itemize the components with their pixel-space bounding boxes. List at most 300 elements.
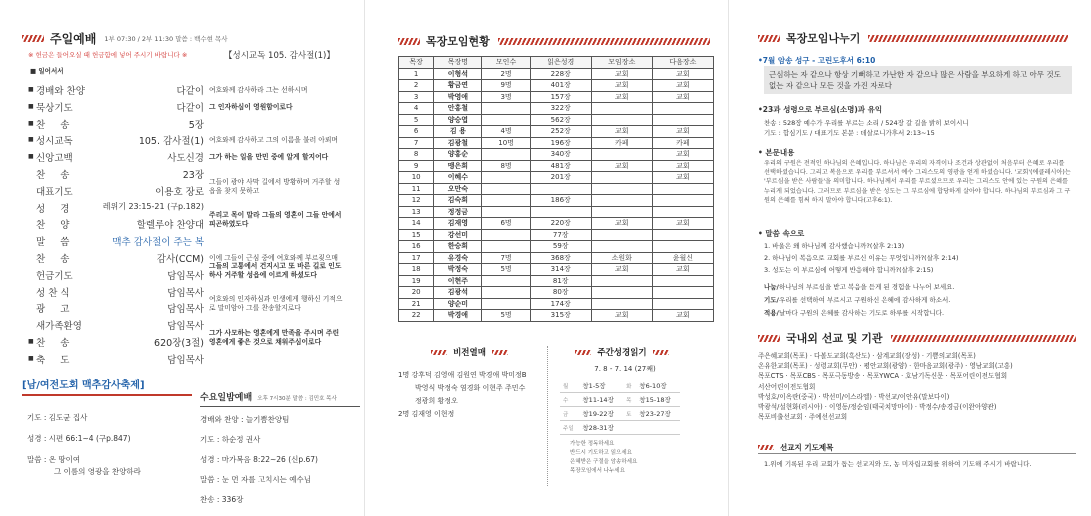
table-cell: 안홍철: [434, 103, 482, 115]
table-row: [399, 287, 714, 299]
table-cell: 5: [399, 114, 434, 126]
wednesday-line: 말씀 : 눈 먼 자를 고치시는 예수님: [200, 475, 312, 484]
table-header-cell: 모임장소: [591, 57, 652, 69]
psalm-theme: 【성시교독 105. 감사절(1)】: [224, 51, 335, 61]
table-row: [399, 160, 714, 172]
bible-day: 수: [560, 393, 579, 407]
table-cell: 81장: [530, 275, 591, 287]
sharing-header: [758, 30, 1068, 46]
bible-chapters: 창28-31장: [579, 421, 623, 435]
order-value: 사도신경: [167, 153, 204, 165]
order-value: 다같이: [176, 102, 204, 114]
psalm-line: 그 인자하심이 영원함이로다: [209, 102, 293, 111]
wednesday-line: 경배와 찬양 : 늘기쁨찬양팀: [200, 415, 290, 424]
order-label: 경배와 찬양: [36, 86, 85, 97]
bible-row: [560, 379, 680, 393]
table-cell: 김재영: [434, 218, 482, 230]
worship-page: [0, 0, 362, 516]
group-page: [370, 0, 725, 516]
bible-box: [560, 346, 690, 476]
wednesday-line: 기도 : 하순정 권사: [200, 435, 261, 444]
table-cell: 교회: [652, 310, 713, 322]
table-row: [399, 275, 714, 287]
bullet-icon: ■: [28, 119, 34, 127]
order-value: 620장(3절): [154, 338, 204, 349]
group-header: [398, 33, 710, 49]
bible-range: 7. 8 - 7. 14 (27째): [594, 365, 656, 373]
table-row: [399, 252, 714, 264]
table-cell: 강선미: [434, 229, 482, 241]
table-cell: 12: [399, 195, 434, 207]
wednesday-sub: 오후 7시30분 말씀 : 김민호 목사: [257, 396, 337, 402]
mission-line: 온유한교회(목포) · 성령교회(무안) · 평안교회(광양) · 한마음교회(광주) · 영남교회(고흥): [758, 362, 1013, 371]
table-cell: [482, 287, 530, 299]
question-line: 3. 성도는 이 부르심에 어떻게 반응해야 합니까?(살후 2:15): [764, 266, 934, 274]
table-cell: 김광철: [434, 137, 482, 149]
table-cell: 3: [399, 91, 434, 103]
table-cell: 6: [399, 126, 434, 138]
table-cell: [482, 172, 530, 184]
psalm-line: 여호와의 인자하심과 인생에게 행하신 기적으로 말미암아 그를 찬송할지로다: [209, 295, 343, 313]
table-row: [399, 241, 714, 253]
table-cell: 박영애: [434, 91, 482, 103]
table-row: [399, 310, 714, 322]
wednesday-box: [200, 385, 360, 505]
bible-note: 반드시 기도하고 읽으세요: [570, 450, 632, 456]
order-label: 찬 송: [36, 254, 70, 265]
vision-line: 박영식 박정숙 염경화 이현주 주민수: [415, 384, 526, 392]
table-row: [399, 298, 714, 310]
table-row: [399, 91, 714, 103]
mission-line: 주은혜교회(목포) · 다볼도교회(흑산도) · 삼계교회(장성) · 기쁨의교회(목포): [758, 352, 976, 360]
table-cell: 2명: [482, 68, 530, 80]
table-cell: 교회: [652, 172, 713, 184]
table-cell: 교회: [591, 68, 652, 80]
table-cell: 322장: [530, 103, 591, 115]
mission-line: 목포CTS · 목포CBS · 목포극동방송 · 목포YWCA · 호남기독신문 · 목포어린이전도협회: [758, 372, 1008, 381]
table-cell: 368장: [530, 252, 591, 264]
festival-box: [22, 376, 192, 477]
order-value: 다같이: [176, 86, 204, 97]
application-key: 나눔/: [764, 283, 779, 291]
table-cell: 315장: [530, 310, 591, 322]
table-cell: 교회: [591, 264, 652, 276]
table-cell: [482, 195, 530, 207]
psalm-annotations: [0, 83, 362, 369]
table-row: [399, 195, 714, 207]
order-label: 신앙고백: [36, 153, 73, 165]
order-label: 성 경: [36, 203, 70, 215]
table-cell: 교회: [652, 68, 713, 80]
festival-title: [남/여전도회 맥추감사축제]: [22, 376, 192, 396]
table-cell: [652, 183, 713, 195]
table-cell: 8: [399, 149, 434, 161]
festival-line: 말씀 : 온 땅이여: [27, 455, 81, 464]
table-cell: 윤월신: [652, 252, 713, 264]
table-header-cell: 목장명: [434, 57, 482, 69]
missions-title: 국내외 선교 및 기관: [786, 332, 883, 345]
table-cell: 201장: [530, 172, 591, 184]
table-row: [399, 114, 714, 126]
table-cell: 박경애: [434, 310, 482, 322]
table-row: [399, 68, 714, 80]
table-cell: [482, 149, 530, 161]
wednesday-line: 성경 : 마가복음 8:22~26 (신p.67): [200, 455, 318, 464]
bullet-icon: ■: [28, 136, 34, 144]
table-cell: 오만숙: [434, 183, 482, 195]
order-value: 레위기 23:15-21 (구p.182): [102, 201, 204, 211]
bible-note: 목장모임에서 나누세요: [570, 468, 625, 474]
bible-day: 토: [623, 407, 636, 421]
bullet-icon: ■: [28, 86, 34, 93]
table-cell: 22: [399, 310, 434, 322]
table-cell: 9: [399, 160, 434, 172]
table-cell: 340장: [530, 149, 591, 161]
order-value: 담임목사: [167, 354, 204, 366]
table-cell: 10: [399, 172, 434, 184]
table-cell: [482, 275, 530, 287]
table-cell: [591, 114, 652, 126]
bible-day: 화: [623, 379, 636, 393]
table-cell: [591, 287, 652, 299]
table-cell: [652, 206, 713, 218]
table-cell: 4명: [482, 126, 530, 138]
table-cell: 4: [399, 103, 434, 115]
table-cell: 교회: [591, 160, 652, 172]
application-text: 날마다 구원의 은혜를 감사하는 기도로 하루를 시작합니다.: [778, 309, 945, 317]
table-cell: [482, 229, 530, 241]
table-cell: 59장: [530, 241, 591, 253]
fold-line: [364, 0, 365, 516]
table-cell: [530, 183, 591, 195]
worship-title: 주일예배: [50, 32, 97, 46]
table-row: [399, 229, 714, 241]
vision-line: 정광희 황정오: [415, 397, 458, 405]
table-cell: 교회: [591, 80, 652, 92]
worship-times: 1부 07:30 / 2부 11:30 말씀 : 백수현 목사: [104, 35, 228, 43]
table-cell: 황금연: [434, 80, 482, 92]
order-label: 말 씀: [36, 237, 70, 249]
table-cell: [591, 275, 652, 287]
vision-box: [398, 346, 548, 486]
order-value: 담임목사: [167, 321, 204, 333]
order-value: 담임목사: [167, 270, 204, 282]
table-cell: 401장: [530, 80, 591, 92]
table-cell: [482, 183, 530, 195]
table-cell: 6명: [482, 218, 530, 230]
bible-row: [560, 393, 680, 407]
psalm-line: 그들이 광야 사막 길에서 방황하며 거주할 성읍을 찾지 못하고: [209, 177, 341, 195]
table-cell: 교회: [652, 126, 713, 138]
table-cell: [591, 229, 652, 241]
order-label: 찬 송: [36, 170, 70, 181]
order-value: 담임목사: [167, 287, 204, 299]
table-cell: [652, 275, 713, 287]
vision-line: 1명 강후덕 김영애 김원연 박경애 박미정B: [398, 371, 527, 379]
table-row: [399, 218, 714, 230]
table-cell: [591, 206, 652, 218]
wednesday-line: 찬송 : 336장: [200, 495, 244, 504]
group-table-header: [399, 57, 714, 69]
table-cell: 양순미: [434, 298, 482, 310]
lesson-heading: •23과 성령으로 부르심(소명)과 유익: [758, 105, 883, 114]
bullet-icon: ■: [28, 354, 34, 362]
mission-line: 목포비출선교회 · 주예선선교회: [758, 413, 848, 422]
mission-line: 박광석/설현화(러시아) · 이영동/정순임(태국치망마이) · 박정수/송경금(이완아양관): [758, 403, 997, 412]
table-cell: 18: [399, 264, 434, 276]
table-cell: 14: [399, 218, 434, 230]
lesson-line: 기도 : 합심기도 / 대표기도 본문 : 데살로니가후서 2:13~15: [764, 129, 935, 137]
table-cell: [482, 241, 530, 253]
table-cell: 교회: [591, 218, 652, 230]
hatch-line: [868, 35, 1068, 42]
order-label: 성시교독: [36, 136, 73, 148]
festival-line: 그 이름의 영광을 찬양하라: [54, 467, 141, 476]
hatch-mark: [22, 35, 44, 42]
memory-verse: 근심하는 자 같으나 항상 기뻐하고 가난한 자 같으나 많은 사람을 부요하게 하고 아무 것도 없는 자 같으나 모든 것을 가진 자로다: [764, 66, 1072, 94]
bible-chapters: 창15-18장: [636, 393, 680, 407]
bible-day: 금: [560, 407, 579, 421]
mission-line: 박성호/이옥란(중국) · 박선미/이스라엘) · 박선교/이안유(말보다이): [758, 392, 950, 401]
table-cell: 7: [399, 137, 434, 149]
table-cell: 11: [399, 183, 434, 195]
table-cell: 186장: [530, 195, 591, 207]
order-value: 맥추 감사절이 주는 복: [112, 237, 204, 249]
missions-list: [758, 351, 1076, 422]
application-item: [764, 295, 1074, 304]
table-cell: 맹은희: [434, 160, 482, 172]
order-value: 이용호 장로: [155, 186, 204, 198]
order-value: 5장: [188, 119, 204, 131]
table-cell: [591, 298, 652, 310]
table-header-cell: 목장: [399, 57, 434, 69]
table-row: [399, 183, 714, 195]
bullet-icon: ■: [30, 67, 39, 75]
bible-note: 가능한 정독하세요: [570, 441, 615, 447]
prayer-text: 1.위에 기록된 우리 교회가 돕는 선교지와 도, 농 미자립교회를 위하여 기도해 주시기 바랍니다.: [764, 460, 1032, 468]
table-cell: 교회: [591, 91, 652, 103]
prayer-divider: [758, 453, 1076, 454]
application-text: 하나님의 부르심을 받고 복음을 듣게 된 경험을 나누어 보세요.: [778, 283, 955, 291]
psalm-line: 그들의 고통에서 건지시고 또 바른 길로 인도하사 거주할 성읍에 이르게 하셨도다: [209, 261, 342, 279]
bible-chapters: 창19-22장: [579, 407, 623, 421]
psalm-line: 주리고 목이 말라 그들의 영혼이 그들 안에서 피곤하였도다: [209, 211, 342, 229]
table-header-cell: 다음장소: [652, 57, 713, 69]
table-cell: 17: [399, 252, 434, 264]
table-cell: 80장: [530, 287, 591, 299]
body-heading: • 본문내용: [758, 148, 795, 157]
vision-line: 2명 김재영 이현정: [398, 410, 455, 418]
table-cell: 481장: [530, 160, 591, 172]
table-cell: 9명: [482, 80, 530, 92]
table-cell: 157장: [530, 91, 591, 103]
table-cell: 13: [399, 206, 434, 218]
vision-title: 비전열매: [453, 348, 486, 358]
order-label: 새가족환영: [36, 321, 82, 333]
table-row: [399, 80, 714, 92]
table-cell: [652, 287, 713, 299]
table-cell: [482, 298, 530, 310]
bible-chapters: [636, 421, 680, 435]
table-cell: [591, 103, 652, 115]
table-cell: 한승희: [434, 241, 482, 253]
table-cell: 양홍순: [434, 149, 482, 161]
table-cell: 김광석: [434, 287, 482, 299]
table-cell: [482, 103, 530, 115]
order-value: 담임목사: [167, 304, 204, 316]
table-cell: 562장: [530, 114, 591, 126]
table-header-cell: 읽은성경: [530, 57, 591, 69]
hatch-line: [498, 38, 710, 45]
sharing-page: [736, 0, 1091, 516]
body-paragraph: 우리의 구원은 전적인 하나님의 은혜입니다. 하나님은 우리의 자격이나 조건과 상관없이 처음부터 은혜로 우리를 선택하셨습니다. 그리고 복음으로 우리를 부르셔서 예수 그리스도의 영광을 얻게 하셨습니다. '교회'(에클레시아)는 '부르심을 받은 사람들'을 의미합니다. 하나님께서 우리를 부르셨으므로 우리는 그리스도 안에 있는 구원의 은혜를 누리게 되었습니다. 그러므로 부르심을 받은 성도는 그 부르심에 합당하게 살아야 합니다. 하나님의 부르심과 그 구원의 은혜를 힘써 하지 말아야 합니다(고후6:1).: [764, 160, 1071, 204]
table-cell: 교회: [652, 91, 713, 103]
table-row: [399, 206, 714, 218]
order-value: 105. 감사절(1): [138, 136, 204, 148]
bible-title: 주간성경읽기: [597, 348, 647, 358]
table-cell: [530, 206, 591, 218]
bible-days-table: [560, 379, 680, 435]
table-row: [399, 264, 714, 276]
table-header-cell: 모인수: [482, 57, 530, 69]
table-row: [399, 149, 714, 161]
hatch-mark: [653, 350, 669, 355]
bullet-icon: ■: [28, 338, 34, 345]
missions-header: [758, 330, 1076, 346]
psalm-line: 이에 그들이 근심 중에 여호와께 부르짖으매: [209, 254, 338, 262]
order-label: 축 도: [36, 354, 70, 366]
bible-day: 주일: [560, 421, 579, 435]
worship-header: [22, 30, 352, 47]
table-cell: [591, 183, 652, 195]
table-cell: [652, 114, 713, 126]
table-cell: 김숙희: [434, 195, 482, 207]
table-cell: 1: [399, 68, 434, 80]
festival-line: 기도 : 김도균 집사: [27, 413, 88, 422]
bible-notes: [570, 440, 690, 476]
table-cell: [591, 149, 652, 161]
order-value: 23장: [182, 170, 204, 181]
question-line: 2. 하나님이 복음으로 교회를 부르신 이유는 무엇입니까?(살후 2:14): [764, 254, 959, 262]
wednesday-title: 수요일밤예배: [200, 393, 253, 403]
hatch-mark: [492, 350, 508, 355]
bible-row: [560, 407, 680, 421]
bible-note: 은혜받은 구절을 암송하세요: [570, 459, 638, 465]
table-cell: [482, 206, 530, 218]
hatch-line: [891, 335, 1077, 342]
table-cell: 5명: [482, 310, 530, 322]
bullet-icon: ■: [28, 153, 34, 161]
table-cell: 이현주: [434, 275, 482, 287]
table-cell: [652, 241, 713, 253]
bible-row: [560, 421, 680, 435]
word-heading: • 말씀 속으로: [758, 229, 805, 238]
table-cell: 교회: [652, 80, 713, 92]
order-label: 대표기도: [36, 186, 73, 198]
application-item: [764, 282, 1074, 291]
fold-line: [728, 0, 729, 516]
table-cell: 16: [399, 241, 434, 253]
table-cell: 8명: [482, 160, 530, 172]
rise-text: 일어서서: [38, 67, 64, 75]
sharing-title: 목장모임나누기: [786, 32, 861, 45]
group-title: 목장모임현황: [426, 35, 490, 48]
bible-day: [623, 421, 636, 435]
offering-notice: ※ 헌금은 들어오실 때 헌금함에 넣어 주시기 바랍니다 ※: [28, 51, 188, 59]
bullet-icon: ■: [28, 102, 34, 110]
table-cell: 5명: [482, 264, 530, 276]
psalm-line: 그가 사모하는 영혼에게 만족을 주시며 주린 영혼에게 좋은 것으로 채워주심이로다: [209, 329, 340, 346]
table-cell: 소원화: [591, 252, 652, 264]
vision-header: [398, 346, 547, 358]
order-label: 찬 송: [36, 119, 70, 131]
table-cell: 유경숙: [434, 252, 482, 264]
bible-header: [560, 346, 690, 358]
table-cell: 이혜수: [434, 172, 482, 184]
table-cell: 양승엽: [434, 114, 482, 126]
table-cell: [591, 195, 652, 207]
question-line: 1. 바울은 왜 하나님께 감사했습니까?(살후 2:13): [764, 242, 905, 250]
table-cell: 20: [399, 287, 434, 299]
prayer-header: [758, 442, 1076, 453]
table-cell: [652, 103, 713, 115]
table-cell: 3명: [482, 91, 530, 103]
table-cell: [482, 114, 530, 126]
table-cell: 교회: [591, 126, 652, 138]
table-cell: 교회: [652, 149, 713, 161]
table-cell: 김 용: [434, 126, 482, 138]
order-value: 감사(CCM): [156, 254, 204, 265]
bible-chapters: 창1-5장: [579, 379, 623, 393]
bible-chapters: 창11-14장: [579, 393, 623, 407]
order-label: 광 고: [36, 304, 70, 316]
hatch-mark: [758, 35, 780, 42]
table-row: [399, 126, 714, 138]
table-cell: [652, 195, 713, 207]
table-cell: 교회: [652, 264, 713, 276]
table-cell: 228장: [530, 68, 591, 80]
order-label: 성 찬 식: [36, 287, 70, 299]
table-cell: [652, 298, 713, 310]
table-cell: 21: [399, 298, 434, 310]
hatch-mark: [758, 445, 774, 450]
table-row: [399, 172, 714, 184]
table-cell: 카페: [652, 137, 713, 149]
table-cell: 174장: [530, 298, 591, 310]
hatch-mark: [758, 335, 780, 342]
table-cell: [591, 241, 652, 253]
memory-verse-label: •7월 암송 성구 - 고린도후서 6:10: [758, 56, 876, 65]
psalm-line: 여호와께 감사하고 그의 이름을 불러 아뢰며: [209, 136, 338, 145]
table-cell: 카페: [591, 137, 652, 149]
psalm-line: 여호와께 감사하라 그는 선하시며: [209, 86, 308, 94]
application-item: [764, 308, 1074, 317]
table-cell: 77장: [530, 229, 591, 241]
table-row: [399, 137, 714, 149]
table-row: [399, 103, 714, 115]
table-cell: 교회: [652, 218, 713, 230]
hatch-mark: [398, 38, 420, 45]
table-cell: 252장: [530, 126, 591, 138]
bible-chapters: 창6-10장: [636, 379, 680, 393]
table-cell: 196장: [530, 137, 591, 149]
table-cell: 박정숙: [434, 264, 482, 276]
table-cell: 314장: [530, 264, 591, 276]
lesson-line: 찬송 : 528장 예수가 우리를 부르는 소리 / 524장 갈 길을 밝히 보이시니: [764, 119, 969, 127]
hatch-mark: [431, 350, 447, 355]
table-cell: 정정금: [434, 206, 482, 218]
order-label: 찬 양: [36, 220, 70, 232]
